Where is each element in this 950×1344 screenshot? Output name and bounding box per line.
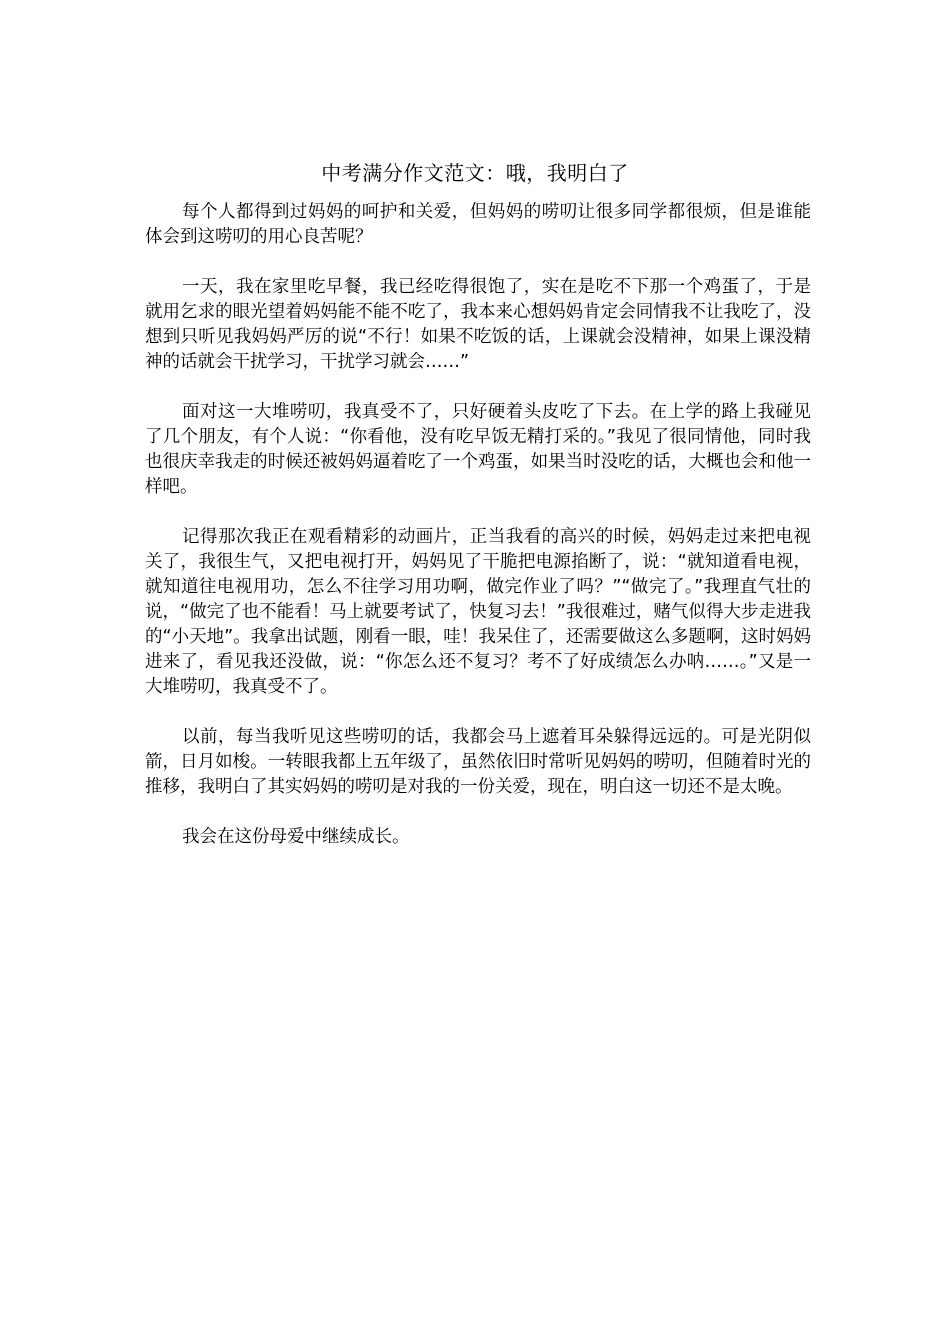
paragraph-2: 一天，我在家里吃早餐，我已经吃得很饱了，实在是吃不下那一个鸡蛋了，于是就用乞求的眼光望着妈妈能不能不吃了，我本来心想妈妈肯定会同情我不让我吃了，没想到只听见我妈妈严厉的说“不行！如果不吃饭的话，上课就会没精神，如果上课没精神的话就会干扰学习，干扰学习就会……” [145, 277, 811, 372]
paragraph-3: 面对这一大堆唠叨，我真受不了，只好硬着头皮吃了下去。在上学的路上我碰见了几个朋友，有个人说：“你看他，没有吃早饭无精打采的。”我见了很同情他，同时我也很庆幸我走的时候还被妈妈逼着吃了一个鸡蛋，如果当时没吃的话，大概也会和他一样吧。 [145, 402, 811, 497]
document-title: 中考满分作文范文：哦，我明白了 [321, 161, 629, 185]
paragraph-4: 记得那次我正在观看精彩的动画片，正当我看的高兴的时候，妈妈走过来把电视关了，我很生气，又把电视打开，妈妈见了干脆把电源掐断了，说：“就知道看电视，就知道往电视用功，怎么不往学习用功啊，做完作业了吗？”“做完了。”我理直气壮的说，“做完了也不能看！马上就要考试了，快复习去！”我很难过，赌气似得大步走进我的“小天地”。我拿出试题，刚看一眼，哇！我呆住了，还需要做这么多题啊，这时妈妈进来了，看见我还没做，说：“你怎么还不复习？考不了好成绩怎么办呐……。”又是一大堆唠叨，我真受不了。 [145, 527, 811, 697]
paragraph-6: 我会在这份母爱中继续成长。 [182, 827, 410, 847]
essay-body [145, 200, 811, 875]
paragraph-5: 以前，每当我听见这些唠叨的话，我都会马上遮着耳朵躲得远远的。可是光阴似箭，日月如梭。一转眼我都上五年级了，虽然依旧时常听见妈妈的唠叨，但随着时光的推移，我明白了其实妈妈的唠叨是对我的一份关爱，现在，明白这一切还不是太晚。 [145, 727, 811, 797]
paragraph-1: 每个人都得到过妈妈的呵护和关爱，但妈妈的唠叨让很多同学都很烦，但是谁能体会到这唠叨的用心良苦呢？ [145, 202, 811, 247]
